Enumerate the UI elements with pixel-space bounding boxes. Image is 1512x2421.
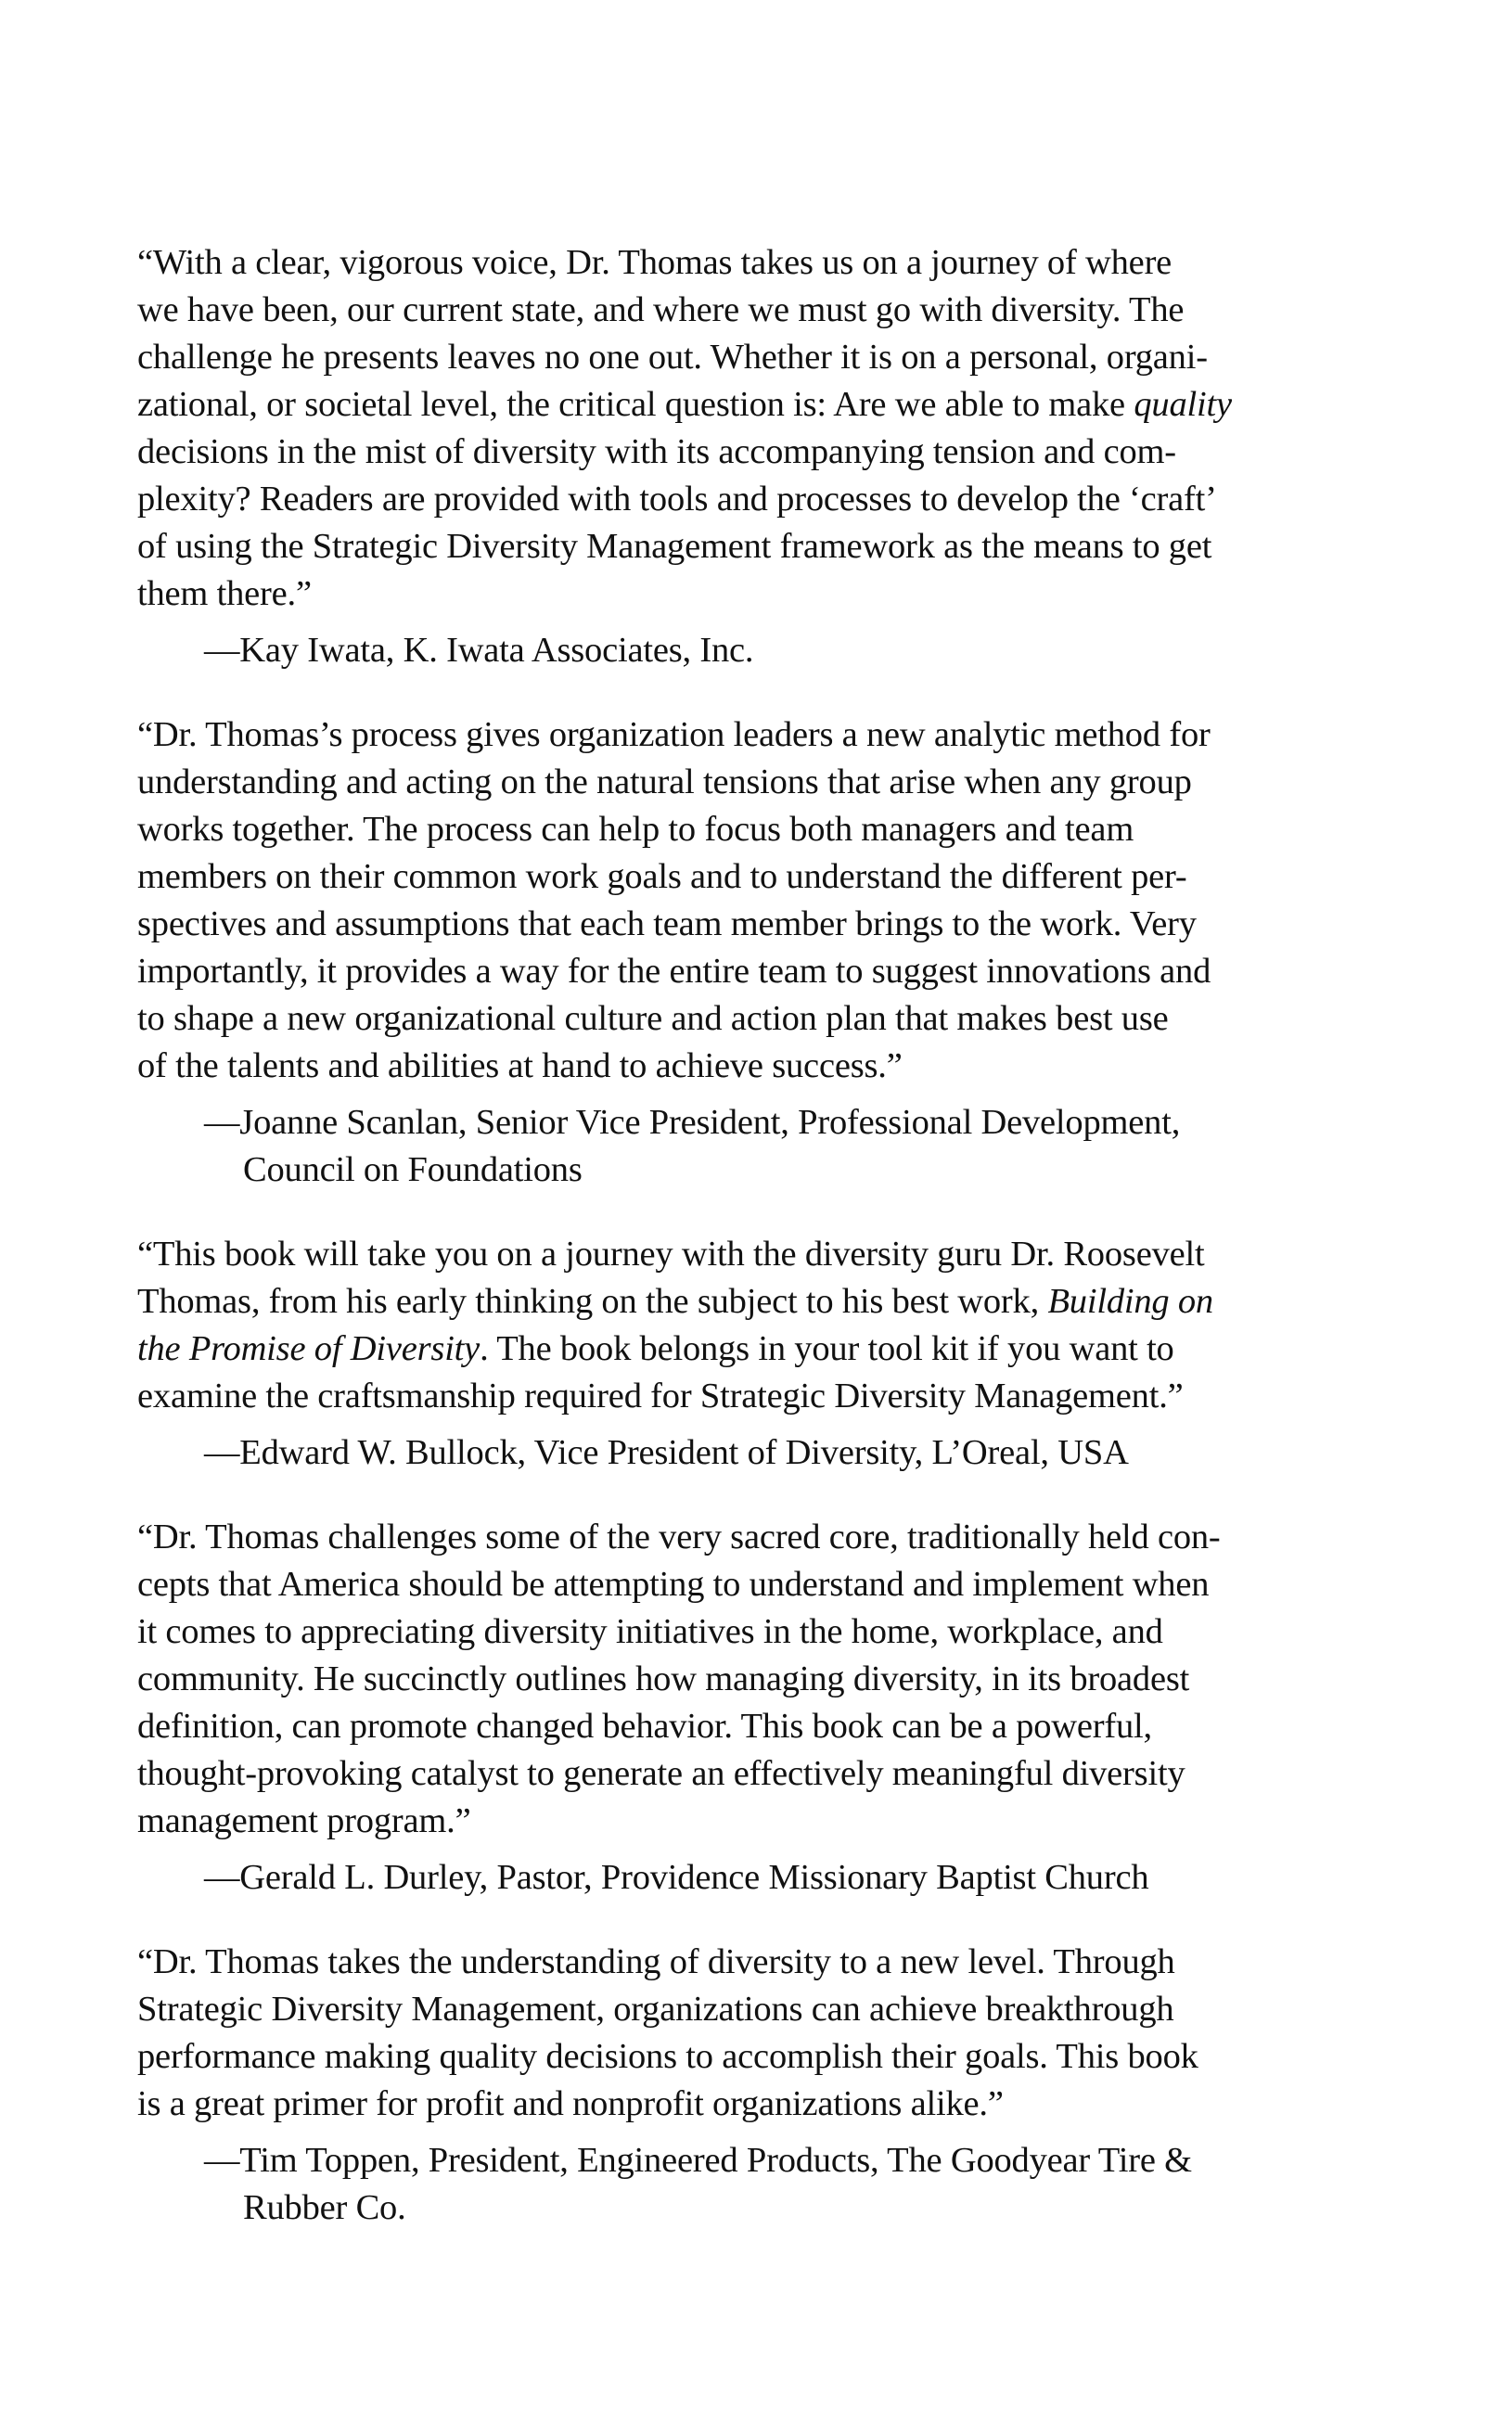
quote-line: management program.” [137, 1801, 471, 1840]
quote-line: “Dr. Thomas takes the understanding of diversity to a new level. Through [137, 1942, 1175, 1981]
quote-line: community. He succinctly outlines how managing diversity, in its broadest [137, 1659, 1190, 1698]
quote-line: we have been, our current state, and where we must go with diversity. The [137, 290, 1185, 329]
endorsement-gerald-durley [137, 1514, 1399, 1902]
attribution-line: Council on Foundations [243, 1150, 583, 1189]
endorsement-quote [137, 1231, 1399, 1420]
endorsement-joanne-scanlan [137, 711, 1399, 1194]
quote-line: to shape a new organizational culture and action plan that makes best use [137, 999, 1169, 1038]
endorsement-edward-bullock [137, 1231, 1399, 1477]
quote-line: understanding and acting on the natural tensions that arise when any group [137, 762, 1192, 801]
quote-line: “This book will take you on a journey with the diversity guru Dr. Roosevelt [137, 1235, 1205, 1274]
quote-line: cepts that America should be attempting to understand and implement when [137, 1565, 1210, 1604]
endorsement-tim-toppen [137, 1939, 1399, 2232]
quote-line: of the talents and abilities at hand to achieve success.” [137, 1046, 903, 1085]
quote-line: plexity? Readers are provided with tools and processes to develop the ‘craft’ [137, 480, 1217, 519]
endorsement-attribution [204, 627, 1399, 674]
book-title-italic: the Promise of Diversity [137, 1329, 481, 1368]
endorsement-attribution [204, 1099, 1399, 1194]
attribution-line: —Kay Iwata, K. Iwata Associates, Inc. [204, 631, 754, 670]
quote-line: decisions in the mist of diversity with its accompanying tension and com- [137, 432, 1176, 471]
quote-line: thought-provoking catalyst to generate an effectively meaningful diversity [137, 1754, 1185, 1793]
quote-line: challenge he presents leaves no one out. Whether it is on a personal, organi- [137, 338, 1208, 377]
quote-line: definition, can promote changed behavior. This book can be a powerful, [137, 1707, 1152, 1746]
quote-line: it comes to appreciating diversity initiatives in the home, workplace, and [137, 1612, 1163, 1651]
attribution-line: —Tim Toppen, President, Engineered Products, The Goodyear Tire & [204, 2141, 1192, 2180]
quote-line: them there.” [137, 574, 312, 613]
endorsement-quote [137, 1514, 1399, 1845]
attribution-line: Rubber Co. [243, 2188, 406, 2227]
endorsement-quote [137, 711, 1399, 1090]
attribution-line: —Edward W. Bullock, Vice President of Diversity, L’Oreal, USA [204, 1433, 1129, 1472]
quote-line: the Promise of Diversity. The book belongs in your tool kit if you want to [137, 1329, 1174, 1368]
quote-line: spectives and assumptions that each team member brings to the work. Very [137, 904, 1197, 943]
endorsement-attribution [204, 2137, 1399, 2232]
quote-line: Thomas, from his early thinking on the subject to his best work, Building on [137, 1282, 1213, 1321]
quote-line: works together. The process can help to focus both managers and team [137, 810, 1134, 849]
quote-line: “With a clear, vigorous voice, Dr. Thomas takes us on a journey of where [137, 243, 1172, 282]
quote-line: of using the Strategic Diversity Management framework as the means to get [137, 527, 1212, 566]
endorsement-quote [137, 239, 1399, 618]
quote-line: “Dr. Thomas challenges some of the very sacred core, traditionally held con- [137, 1518, 1221, 1556]
quote-line: performance making quality decisions to accomplish their goals. This book [137, 2037, 1198, 2076]
attribution-line: —Gerald L. Durley, Pastor, Providence Missionary Baptist Church [204, 1858, 1149, 1897]
endorsement-kay-iwata [137, 239, 1399, 674]
italic-emphasis: quality [1134, 385, 1232, 424]
quote-line: “Dr. Thomas’s process gives organization leaders a new analytic method for [137, 715, 1211, 754]
quote-line: members on their common work goals and to understand the different per- [137, 857, 1187, 896]
attribution-line: —Joanne Scanlan, Senior Vice President, Professional Development, [204, 1103, 1181, 1142]
quote-line: Strategic Diversity Management, organizations can achieve breakthrough [137, 1990, 1174, 2029]
endorsement-quote [137, 1939, 1399, 2128]
quote-line: zational, or societal level, the critical question is: Are we able to make quality [137, 385, 1232, 424]
book-title-italic: Building on [1047, 1282, 1213, 1321]
endorsements-page [137, 239, 1399, 2269]
quote-line: is a great primer for profit and nonprofit organizations alike.” [137, 2084, 1004, 2123]
quote-line: examine the craftsmanship required for Strategic Diversity Management.” [137, 1377, 1184, 1415]
quote-line: importantly, it provides a way for the entire team to suggest innovations and [137, 952, 1211, 991]
endorsement-attribution [204, 1429, 1399, 1477]
endorsement-attribution [204, 1854, 1399, 1902]
